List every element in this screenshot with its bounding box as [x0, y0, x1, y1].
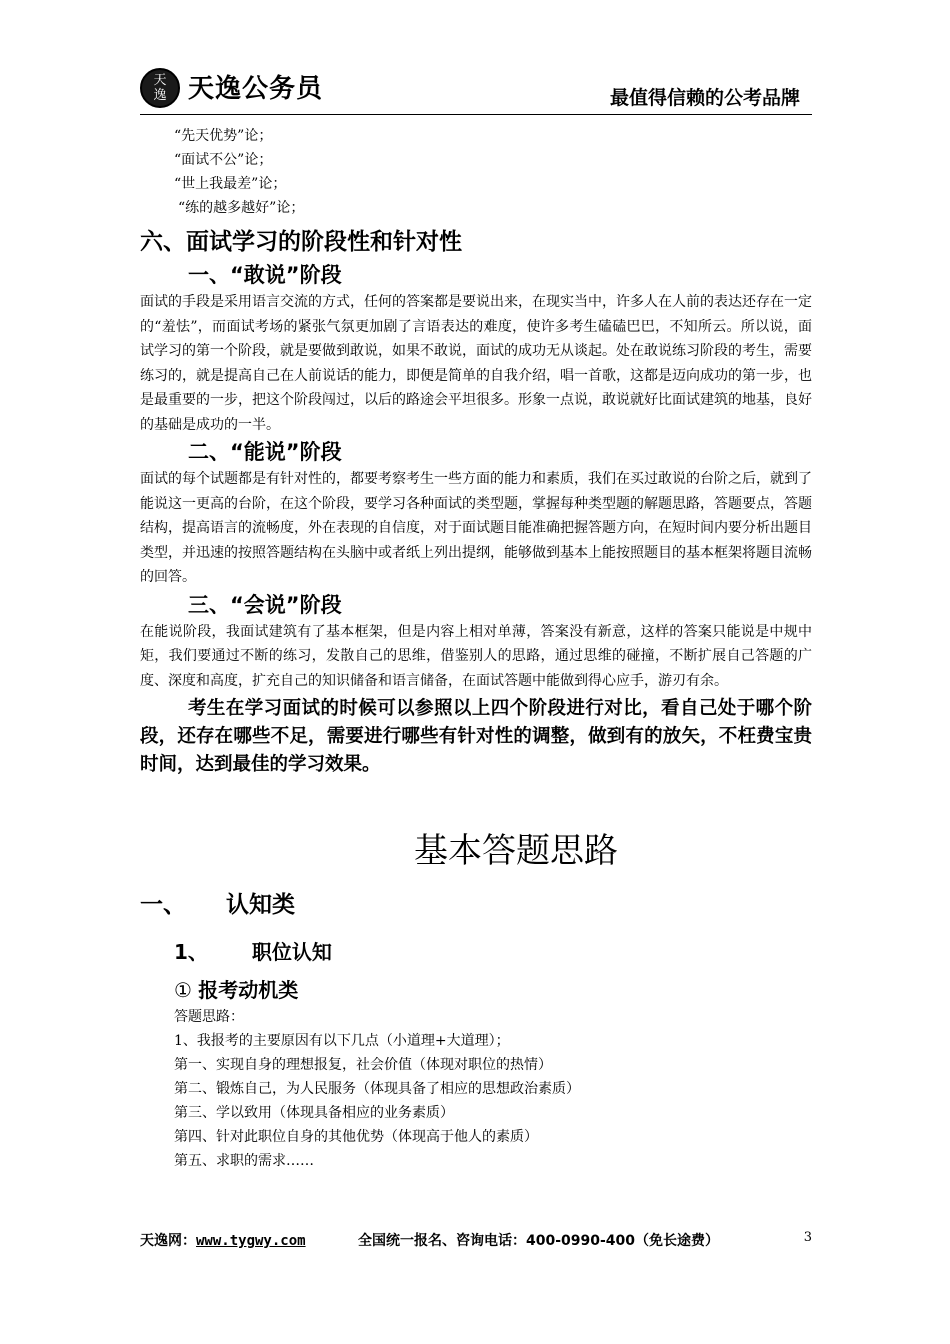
- outline-line: 第一、实现自身的理想报复，社会价值（体现对职位的热情）: [174, 1057, 552, 1073]
- stage-1-heading: 一、“敢说”阶段: [188, 263, 342, 287]
- category-number: 一、: [140, 892, 186, 918]
- summary-paragraph: 考生在学习面试的时候可以参照以上四个阶段进行对比，看自己处于哪个阶段，还存在哪些不足，需要进行哪些有针对性的调整，做到有的放矢，不枉费宝贵时间，达到最佳的学习效果。: [140, 698, 812, 775]
- footer-phone: 全国统一报名、咨询电话：400-0990-400（免长途费）: [358, 1233, 720, 1249]
- tianyi-logo: [140, 68, 180, 108]
- answer-outline: [174, 1005, 812, 1173]
- section-6-heading: 六、面试学习的阶段性和针对性: [140, 229, 462, 255]
- document-body: [140, 124, 812, 1173]
- category-heading: [140, 885, 812, 925]
- stage-2-heading: 二、“能说”阶段: [188, 440, 342, 464]
- quote-line-1: “先天优势”论；: [174, 128, 273, 144]
- outline-line: 答题思路：: [174, 1009, 244, 1025]
- topic-number: ①: [174, 978, 192, 1002]
- stage-3-heading: 三、“会说”阶段: [188, 592, 342, 617]
- stage-2-text: 面试的每个试题都是有针对性的，都要考察考生一些方面的能力和素质，我们在买过敢说的台阶之后，就到了能说这一更高的台阶，在这个阶段，要学习各种面试的类型题，掌握每种类型题的解题思路，答题要点，答题结构，提高语言的流畅度，外在表现的自信度，对于面试题目能准确把握答题方向，在短时间内要分析出题目类型，并迅速的按照答题结构在头脑中或者纸上列出提纲，能够做到基本上能按照题目的基本框架将题目流畅的回答。: [140, 471, 812, 585]
- page-header: [140, 62, 812, 115]
- quote-line-3: “世上我最差”论；: [174, 176, 287, 192]
- logo-text: 天逸: [153, 73, 167, 103]
- footer-site-label: 天逸网：: [140, 1233, 196, 1249]
- quote-line-4: “练的越多越好”论；: [178, 200, 305, 216]
- answers-title: 基本答题思路: [414, 831, 618, 871]
- outline-line: 1、我报考的主要原因有以下几点（小道理+大道理）；: [174, 1033, 510, 1049]
- page-footer: [140, 1228, 812, 1254]
- stage-1-text: 面试的手段是采用语言交流的方式，任何的答案都是要说出来，在现实当中，许多人在人前的表达还存在一定的“羞怯”，而面试考场的紧张气氛更加剧了言语表达的难度，使许多考生磕磕巴巴，不知所云。所以说，面试学习的第一个阶段，就是要做到敢说，如果不敢说，面试的成功无从谈起。处在敢说练习阶段的考生，需要练习的，就是提高自己在人前说话的能力，即便是简单的自我介绍，唱一首歌，这都是迈向成功的第一步，也是最重要的一步，把这个阶段闯过，以后的路途会平坦很多。形象一点说，敢说就好比面试建筑的地基，良好的基础是成功的一半。: [140, 294, 812, 433]
- brand-name: 天逸公务员: [188, 74, 324, 104]
- outline-line: 第四、针对此职位自身的其他优势（体现高于他人的素质）: [174, 1129, 538, 1145]
- subcategory-number: 1、: [174, 940, 208, 964]
- outline-line: 第三、学以致用（体现具备相应的业务素质）: [174, 1105, 454, 1121]
- page-number: 3: [803, 1230, 812, 1245]
- footer-site-link[interactable]: www.tygwy.com: [196, 1233, 306, 1249]
- stage-3-text: 在能说阶段，我面试建筑有了基本框架，但是内容上相对单薄，答案没有新意，这样的答案只能说是中规中矩，我们要通过不断的练习，发散自己的思维，借鉴别人的思路，通过思维的碰撞，不断扩展自己答题的广度、深度和高度，扩充自己的知识储备和语言储备，在面试答题中能做到得心应手，游刃有余。: [140, 623, 812, 689]
- footer-site: [140, 1230, 306, 1250]
- outline-line: 第二、锻炼自己，为人民服务（体现具备了相应的思想政治素质）: [174, 1081, 580, 1097]
- subcategory-heading: [174, 935, 812, 969]
- category-label: 认知类: [226, 892, 295, 918]
- topic-heading: [174, 975, 812, 1005]
- header-slogan: 最值得信赖的公考品牌: [609, 87, 800, 109]
- quote-line-2: “面试不公”论；: [174, 152, 273, 168]
- subcategory-label: 职位认知: [251, 940, 332, 964]
- outline-line: 第五、求职的需求……: [174, 1153, 314, 1169]
- topic-label: 报考动机类: [198, 978, 299, 1002]
